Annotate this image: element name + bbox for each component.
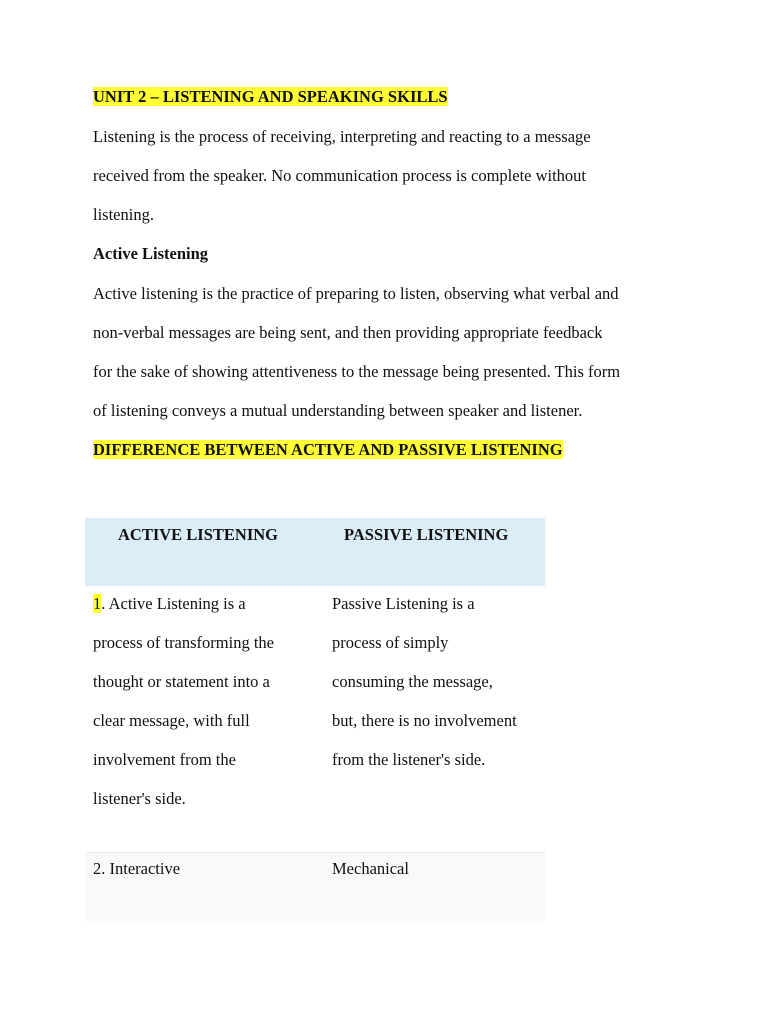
row1-passive-line: from the listener's side. [332, 750, 486, 769]
active-paragraph-line: non-verbal messages are being sent, and then providing appropriate feedback [93, 323, 603, 342]
header-passive-listening: PASSIVE LISTENING [344, 525, 509, 544]
active-paragraph-line: Active listening is the practice of preparing to listen, observing what verbal and [93, 284, 619, 303]
difference-heading-text: DIFFERENCE BETWEEN ACTIVE AND PASSIVE LISTENING [93, 440, 563, 459]
row1-active-line: listener's side. [93, 789, 186, 808]
intro-line: listening. [93, 205, 154, 224]
row1-number: 1 [93, 594, 102, 613]
row1-passive-cell [332, 594, 517, 789]
table-row [85, 852, 545, 921]
row1-active-line: involvement from the [93, 750, 236, 769]
row1-passive-line: process of simply [332, 633, 449, 652]
unit-heading [93, 87, 448, 107]
intro-line: received from the speaker. No communication process is complete without [93, 166, 587, 185]
row1-active-first-text: . Active Listening is a [101, 594, 246, 613]
row1-active-line [93, 594, 274, 633]
row1-passive-line: but, there is no involvement [332, 711, 517, 730]
row1-active-line: process of transforming the [93, 633, 274, 652]
row1-active-line: clear message, with full [93, 711, 250, 730]
table-header-row [85, 518, 545, 586]
header-active-listening: ACTIVE LISTENING [118, 525, 279, 544]
unit-heading-text: UNIT 2 – LISTENING AND SPEAKING SKILLS [93, 87, 448, 106]
active-paragraph-line: of listening conveys a mutual understanding between speaker and listener. [93, 401, 583, 420]
row2-passive-cell: Mechanical [332, 859, 409, 878]
row1-passive-line: Passive Listening is a [332, 594, 475, 613]
row2-active-cell: 2. Interactive [93, 859, 181, 878]
active-paragraph-line: for the sake of showing attentiveness to the message being presented. This form [93, 362, 621, 381]
row1-active-line: thought or statement into a [93, 672, 270, 691]
row1-active-cell [93, 594, 274, 828]
row1-passive-line: consuming the message, [332, 672, 493, 691]
difference-heading [93, 440, 563, 460]
active-listening-heading: Active Listening [93, 244, 209, 263]
intro-line: Listening is the process of receiving, interpreting and reacting to a message [93, 127, 591, 146]
